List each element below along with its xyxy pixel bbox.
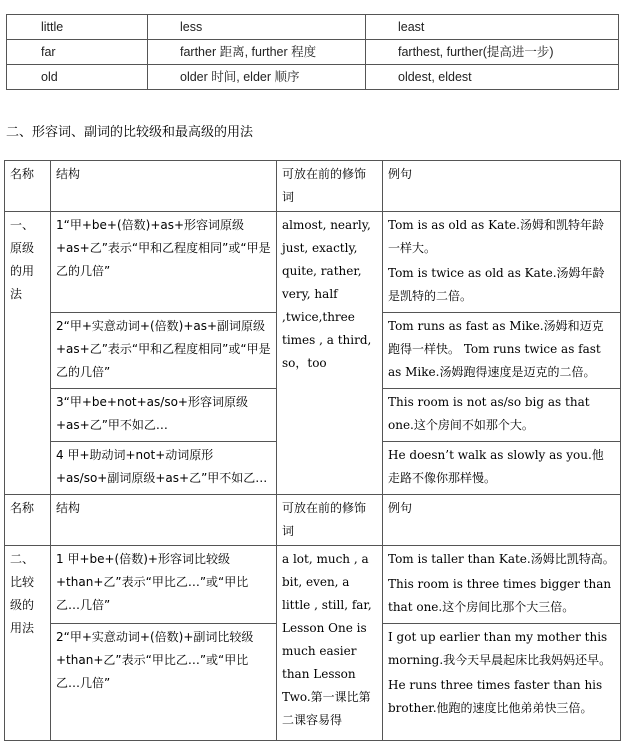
example-sentence: He doesn’t walk as slowly as you.他走路不像你那样慢。: [388, 448, 604, 485]
example-sentence: Tom is taller than Kate.汤姆比凯特高。: [388, 552, 615, 566]
table-row: [5, 546, 621, 624]
structure-cell: 2“甲+实意动词+(倍数)+副词比较级+than+乙”表示“甲比乙…”或“甲比乙…几倍”: [51, 624, 277, 741]
table-row: [7, 65, 619, 90]
modifiers-cell: a lot, much , a bit, even, a little , still, far, Lesson One is much easier than Lesson Two.第一课比第二课容易得: [277, 546, 383, 741]
examples-cell: [383, 624, 621, 741]
header-row: [5, 495, 621, 546]
header-name: 名称: [5, 495, 51, 546]
example-sentence: Tom is twice as old as Kate.汤姆年龄是凯特的二倍。: [388, 266, 605, 303]
comparative-form: older 时间, elder 顺序: [148, 65, 366, 90]
comparative-form: less: [148, 15, 366, 40]
header-structure: 结构: [51, 495, 277, 546]
modifiers-cell: almost, nearly, just, exactly, quite, rather, very, half ,twice,three times , a third, so，too: [277, 212, 383, 495]
table-row: [5, 212, 621, 313]
example-sentence: Tom is as old as Kate.汤姆和凯特年龄一样大。: [388, 218, 604, 255]
section-heading: 二、形容词、副词的比较级和最高级的用法: [6, 125, 254, 140]
comparative-form: farther 距离, further 程度: [148, 40, 366, 65]
usage-table: [4, 160, 621, 741]
header-modifiers: 可放在前的修饰词: [277, 161, 383, 212]
examples-cell: [383, 389, 621, 442]
superlative-form: least: [366, 15, 619, 40]
examples-cell: [383, 313, 621, 389]
structure-cell: 1 甲+be+(倍数)+形容词比较级+than+乙”表示“甲比乙…”或“甲比乙…几倍”: [51, 546, 277, 624]
superlative-form: farthest, further(提高进一步): [366, 40, 619, 65]
header-examples: 例句: [383, 161, 621, 212]
structure-cell: 4 甲+助动词+not+动词原形+as/so+副词原级+as+乙”甲不如乙…: [51, 442, 277, 495]
structure-cell: 1“甲+be+(倍数)+as+形容词原级+as+乙”表示“甲和乙程度相同”或“甲是乙的几倍”: [51, 212, 277, 313]
irregular-forms-table: [6, 14, 619, 90]
base-form: old: [7, 65, 148, 90]
base-form: little: [7, 15, 148, 40]
example-sentence: This room is three times bigger than that one.这个房间比那个大三倍。: [388, 577, 612, 614]
header-structure: 结构: [51, 161, 277, 212]
examples-cell: [383, 546, 621, 624]
header-name: 名称: [5, 161, 51, 212]
example-sentence: Tom runs as fast as Mike.汤姆和迈克跑得一样快。 Tom runs twice as fast as Mike.汤姆跑得速度是迈克的二倍。: [388, 319, 604, 379]
superlative-form: oldest, eldest: [366, 65, 619, 90]
header-row: [5, 161, 621, 212]
section-name-comparative: 二、比较级的用法: [5, 546, 51, 741]
table-row: [7, 40, 619, 65]
header-examples: 例句: [383, 495, 621, 546]
base-form: far: [7, 40, 148, 65]
section-name-positive: 一、原级的用法: [5, 212, 51, 495]
example-sentence: This room is not as/so big as that one.这个房间不如那个大。: [388, 395, 590, 432]
header-modifiers: 可放在前的修饰词: [277, 495, 383, 546]
structure-cell: 2“甲+实意动词+(倍数)+as+副词原级+as+乙”表示“甲和乙程度相同”或“甲是乙的几倍”: [51, 313, 277, 389]
structure-cell: 3“甲+be+not+as/so+形容词原级+as+乙”甲不如乙…: [51, 389, 277, 442]
table-row: [7, 15, 619, 40]
example-sentence: He runs three times faster than his brother.他跑的速度比他弟弟快三倍。: [388, 678, 603, 715]
example-sentence: I got up earlier than my mother this morning.我今天早晨起床比我妈妈还早。: [388, 630, 612, 667]
examples-cell: [383, 212, 621, 313]
examples-cell: [383, 442, 621, 495]
